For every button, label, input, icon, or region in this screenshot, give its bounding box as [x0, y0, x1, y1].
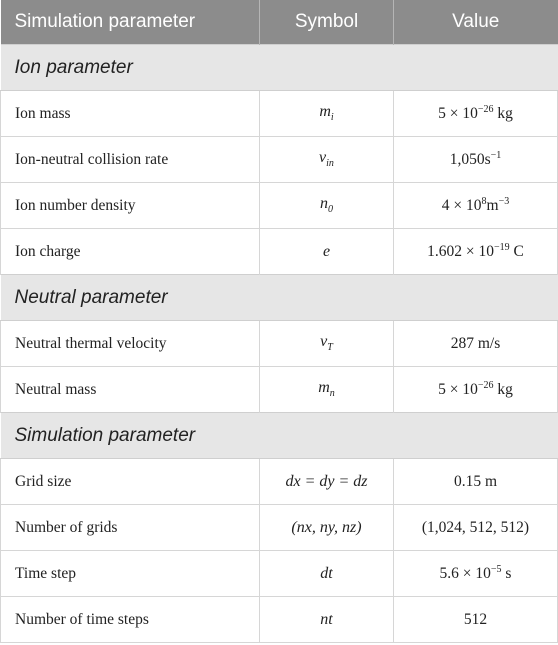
- header-value: Value: [394, 0, 558, 45]
- param-name: Ion charge: [1, 229, 260, 275]
- header-parameter: Simulation parameter: [1, 0, 260, 45]
- param-name: Ion-neutral collision rate: [1, 137, 260, 183]
- table-row: [1, 459, 558, 505]
- param-symbol: nt: [260, 597, 394, 643]
- section-title: Ion parameter: [1, 45, 558, 91]
- param-symbol: $v_{in}$: [260, 137, 394, 183]
- param-value: 287 m/s: [394, 321, 558, 367]
- table-row: [1, 183, 558, 229]
- param-value: $1,050s^{-1}$: [394, 137, 558, 183]
- param-symbol: dt: [260, 551, 394, 597]
- param-name: Time step: [1, 551, 260, 597]
- param-symbol: (nx, ny, nz): [260, 505, 394, 551]
- section-title: Neutral parameter: [1, 275, 558, 321]
- section-title: Simulation parameter: [1, 413, 558, 459]
- param-name: Neutral thermal velocity: [1, 321, 260, 367]
- param-value: $5 \times 10^{-26}$ kg: [394, 367, 558, 413]
- param-value: $4 \times 10^8m^{-3}$: [394, 183, 558, 229]
- param-name: Number of time steps: [1, 597, 260, 643]
- param-symbol: dx = dy = dz: [260, 459, 394, 505]
- table-row: [1, 551, 558, 597]
- param-symbol: $n_0$: [260, 183, 394, 229]
- param-name: Ion mass: [1, 91, 260, 137]
- table-row: [1, 367, 558, 413]
- section-simulation-parameter: [1, 413, 558, 459]
- table-row: [1, 137, 558, 183]
- param-value: $5 \times 10^{-26}$ kg: [394, 91, 558, 137]
- param-symbol: e: [260, 229, 394, 275]
- section-neutral-parameter: [1, 275, 558, 321]
- param-symbol: $v_T$: [260, 321, 394, 367]
- table-row: [1, 321, 558, 367]
- param-symbol: $m_i$: [260, 91, 394, 137]
- param-value: (1,024, 512, 512): [394, 505, 558, 551]
- param-value: 0.15 m: [394, 459, 558, 505]
- table-row: [1, 91, 558, 137]
- param-name: Number of grids: [1, 505, 260, 551]
- param-symbol: $m_n$: [260, 367, 394, 413]
- param-value: $1.602 \times 10^{-19}$ C: [394, 229, 558, 275]
- header-symbol: Symbol: [260, 0, 394, 45]
- param-value: 512: [394, 597, 558, 643]
- param-name: Ion number density: [1, 183, 260, 229]
- table-row: [1, 229, 558, 275]
- header-row: [1, 0, 558, 45]
- table-row: [1, 597, 558, 643]
- param-name: Neutral mass: [1, 367, 260, 413]
- section-ion-parameter: [1, 45, 558, 91]
- table-row: [1, 505, 558, 551]
- param-value: $5.6 \times 10^{-5}$ s: [394, 551, 558, 597]
- param-name: Grid size: [1, 459, 260, 505]
